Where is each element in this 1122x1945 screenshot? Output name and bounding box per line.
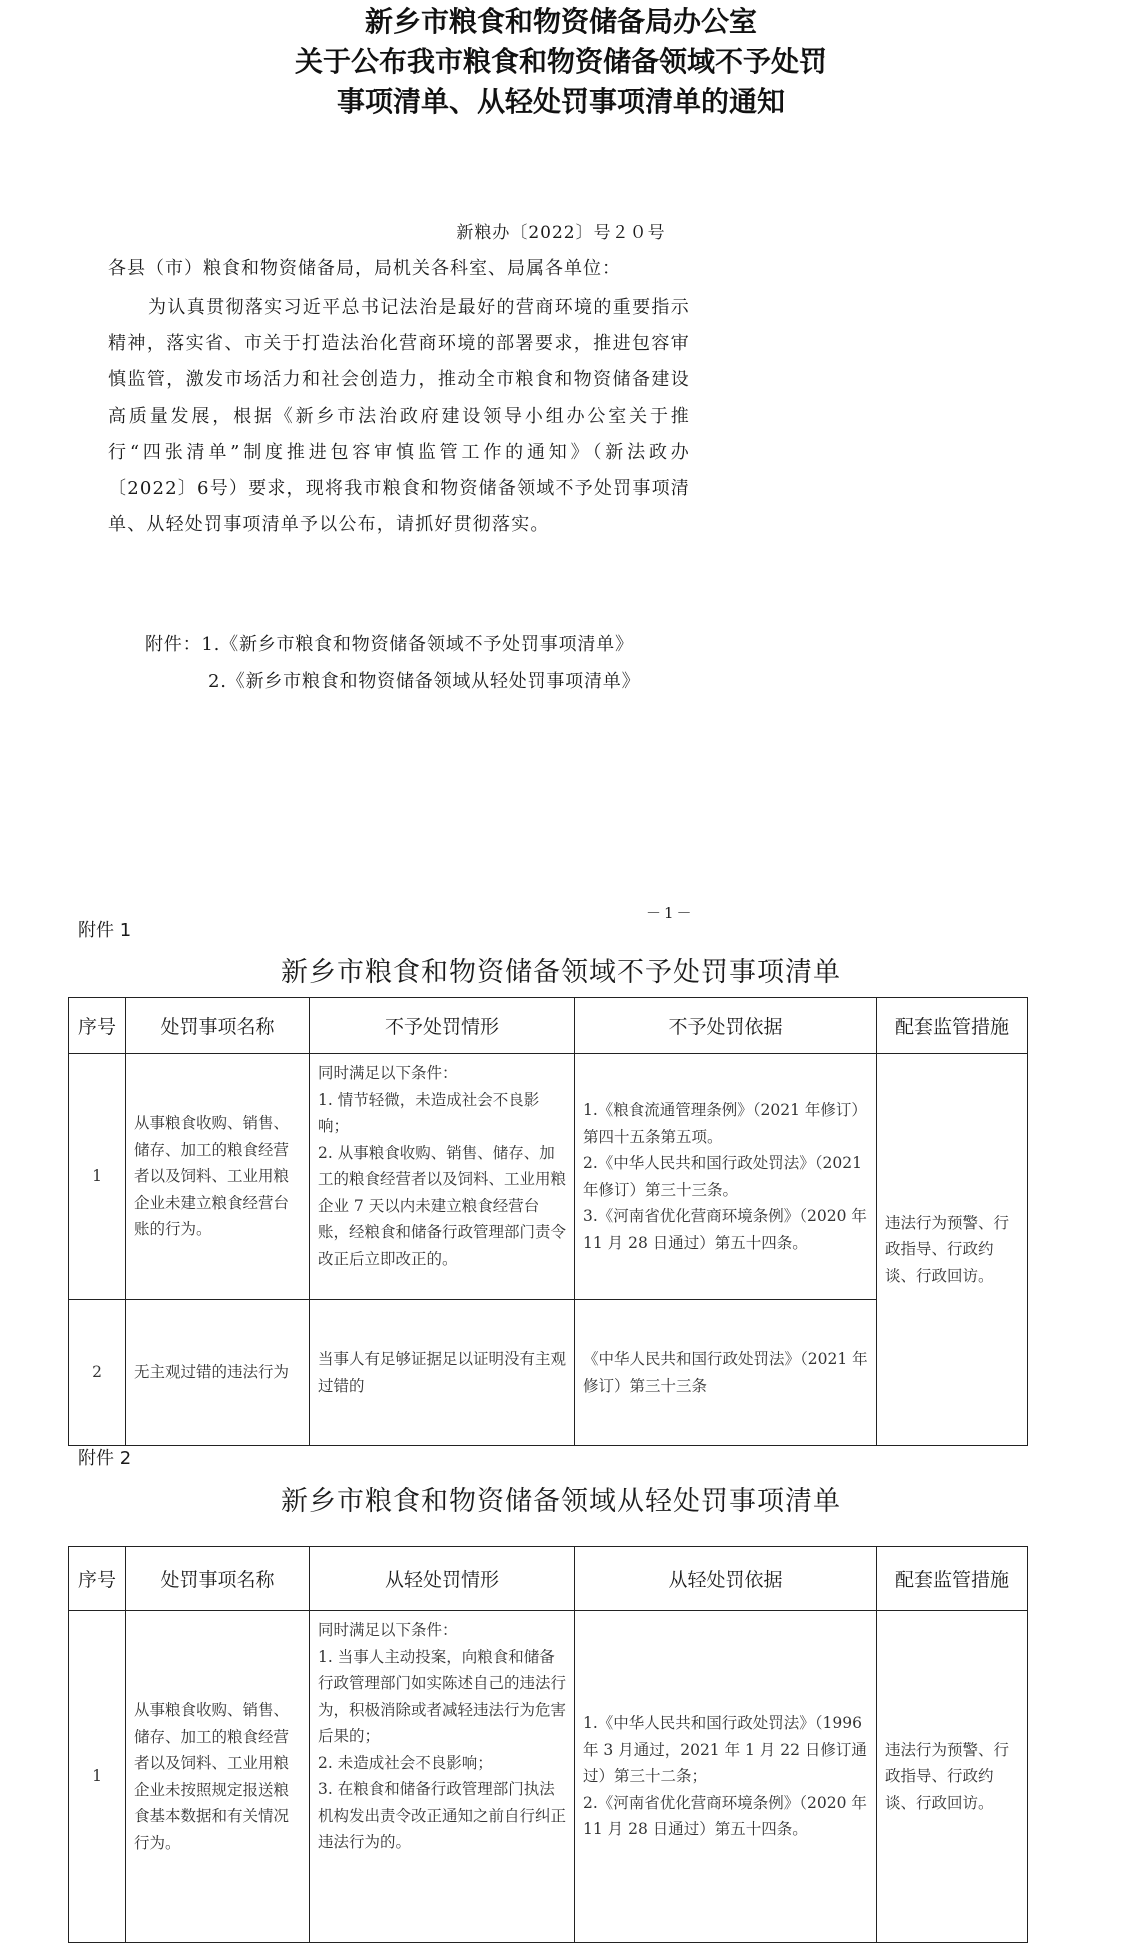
- condition-line: 当事人有足够证据足以证明没有主观过错的: [318, 1350, 567, 1395]
- condition-line: 2. 从事粮食收购、销售、储存、加工的粮食经营者以及饲料、工业用粮企业 7 天以内未建立粮食经营台账，经粮食和储备行政管理部门责令改正后立即改正的。: [318, 1143, 567, 1268]
- header-cell: 配套监管措施: [877, 998, 1028, 1054]
- header-cell: 不予处罚情形: [310, 998, 575, 1054]
- item-name: 从事粮食收购、销售、储存、加工的粮食经营者以及饲料、工业用粮企业未按照规定报送粮食基本数据和有关情况行为。: [126, 1611, 310, 1943]
- basis: [575, 1054, 877, 1300]
- basis-line: 《中华人民共和国行政处罚法》（2021 年修订）第三十三条: [583, 1350, 868, 1395]
- conditions: [310, 1300, 575, 1446]
- notice-title: [0, 2, 1122, 122]
- basis-line: 2.《中华人民共和国行政处罚法》（2021 年修订）第三十三条。: [583, 1154, 862, 1199]
- annex1-label: 附件 1: [78, 920, 132, 941]
- document-number: 新粮办〔2022〕号２０号: [456, 223, 666, 243]
- annex1-table: [68, 997, 1028, 1446]
- conditions: [310, 1054, 575, 1300]
- supervision-measures: 违法行为预警、行政指导、行政约谈、行政回访。: [877, 1611, 1028, 1943]
- annex1-title: 新乡市粮食和物资储备领域不予处罚事项清单: [281, 957, 841, 988]
- attachment-1: 附件：1.《新乡市粮食和物资储备领域不予处罚事项清单》: [145, 634, 634, 655]
- addressee: 各县（市）粮食和物资储备局，局机关各科室、局属各单位：: [108, 258, 621, 279]
- header-cell: 配套监管措施: [877, 1547, 1028, 1611]
- annex2-title: 新乡市粮食和物资储备领域从轻处罚事项清单: [281, 1486, 841, 1517]
- row-number: 2: [69, 1300, 126, 1446]
- condition-line: 1. 当事人主动投案，向粮食和储备行政管理部门如实陈述自己的违法行为，积极消除或者减轻违法行为危害后果的；: [318, 1647, 567, 1745]
- page-number: －1－: [646, 904, 695, 922]
- header-cell: 序号: [69, 1547, 126, 1611]
- notice-title-line: 关于公布我市粮食和物资储备领域不予处罚: [294, 45, 827, 78]
- header-cell: 处罚事项名称: [126, 998, 310, 1054]
- header-cell: 从轻处罚依据: [575, 1547, 877, 1611]
- row-number: 1: [69, 1054, 126, 1300]
- basis-line: 3.《河南省优化营商环境条例》（2020 年 11 月 28 日通过）第五十四条。: [583, 1207, 867, 1252]
- condition-line: 同时满足以下条件：: [318, 1621, 458, 1639]
- table-header-row: [69, 1547, 1028, 1611]
- item-name: 从事粮食收购、销售、储存、加工的粮食经营者以及饲料、工业用粮企业未建立粮食经营台账的行为。: [126, 1054, 310, 1300]
- condition-line: 3. 在粮食和储备行政管理部门执法机构发出责令改正通知之前自行纠正违法行为的。: [318, 1780, 567, 1851]
- basis-line: 2.《河南省优化营商环境条例》（2020 年 11 月 28 日通过）第五十四条。: [583, 1793, 867, 1839]
- notice-body: 为认真贯彻落实习近平总书记法治是最好的营商环境的重要指示精神，落实省、市关于打造法治化营商环境的部署要求，推进包容审慎监管，激发市场活力和社会创造力，推动全市粮食和物资储备建设高质量发展，根据《新乡市法治政府建设领导小组办公室关于推行“四张清单”制度推进包容审慎监管工作的通知》（新法政办〔2022〕6号）要求，现将我市粮食和物资储备领域不予处罚事项清单、从轻处罚事项清单予以公布，请抓好贯彻落实。: [108, 297, 690, 536]
- item-name: 无主观过错的违法行为: [126, 1300, 310, 1446]
- table-header-row: [69, 998, 1028, 1054]
- basis: [575, 1300, 877, 1446]
- header-cell: 从轻处罚情形: [310, 1547, 575, 1611]
- supervision-measures: 违法行为预警、行政指导、行政约谈、行政回访。: [877, 1054, 1028, 1446]
- notice-title-line: 事项清单、从轻处罚事项清单的通知: [336, 85, 785, 118]
- annex2-label: 附件 2: [78, 1448, 132, 1469]
- condition-line: 2. 未造成社会不良影响；: [318, 1753, 493, 1772]
- header-cell: 序号: [69, 998, 126, 1054]
- condition-line: 同时满足以下条件：: [318, 1064, 458, 1082]
- attachment-2: 2.《新乡市粮食和物资储备领域从轻处罚事项清单》: [208, 671, 641, 692]
- conditions: [310, 1611, 575, 1943]
- notice-title-line: 新乡市粮食和物资储备局办公室: [364, 5, 757, 38]
- basis-line: 1.《中华人民共和国行政处罚法》（1996 年 3 月通过，2021 年 1 月 22 日修订通过）第三十二条；: [583, 1714, 867, 1786]
- row-number: 1: [69, 1611, 126, 1943]
- condition-line: 1. 情节轻微，未造成社会不良影响；: [318, 1090, 540, 1135]
- basis-line: 1.《粮食流通管理条例》（2021 年修订）第四十五条第五项。: [583, 1101, 867, 1146]
- table-row: [69, 1611, 1028, 1943]
- table-row: [69, 1054, 1028, 1300]
- annex2-table: [68, 1546, 1028, 1943]
- header-cell: 不予处罚依据: [575, 998, 877, 1054]
- header-cell: 处罚事项名称: [126, 1547, 310, 1611]
- basis: [575, 1611, 877, 1943]
